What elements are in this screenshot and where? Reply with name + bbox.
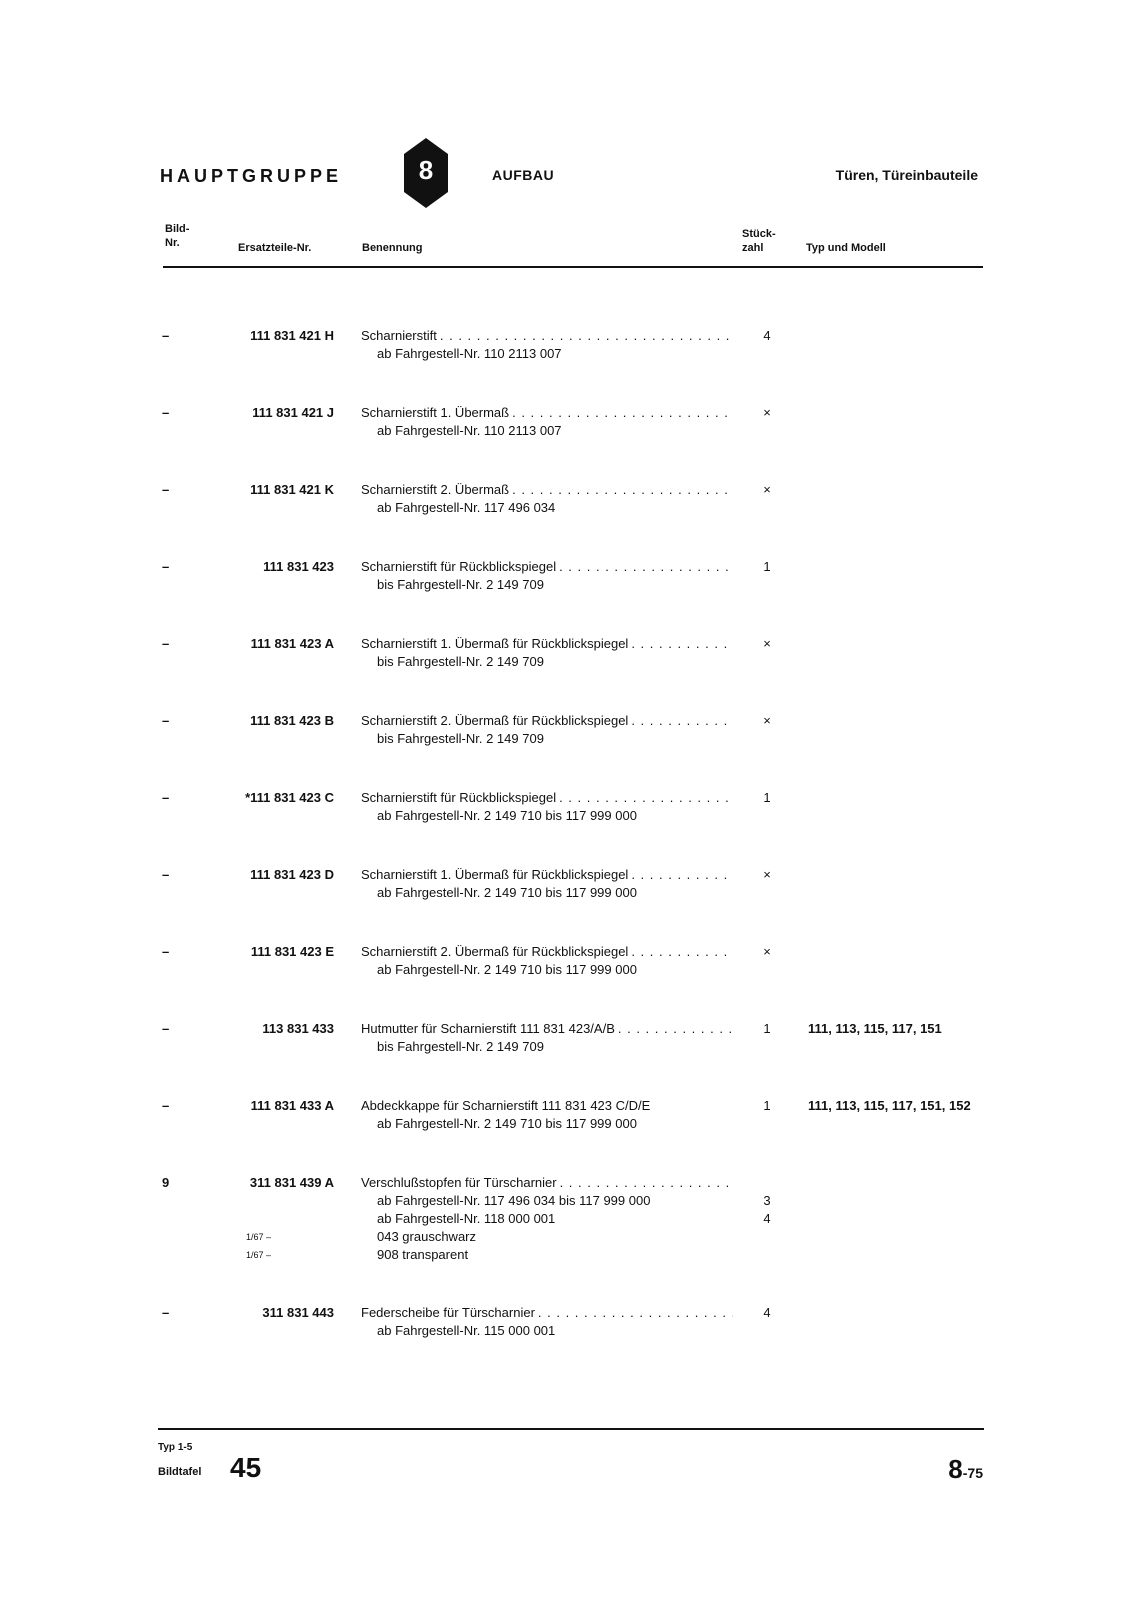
leader-dots (631, 943, 733, 961)
quantity: × (763, 713, 771, 728)
description-text: Scharnierstift (361, 328, 437, 343)
description-text: Scharnierstift 1. Übermaß für Rückblickspiegel (361, 636, 629, 651)
chassis-range: ab Fahrgestell-Nr. 2 149 710 bis 117 999 000 (377, 962, 637, 977)
bild-nr: – (162, 790, 170, 805)
chassis-range: ab Fahrgestell-Nr. 2 149 710 bis 117 999 000 (377, 885, 637, 900)
quantity: × (763, 867, 771, 882)
description-text: Scharnierstift für Rückblickspiegel (361, 790, 557, 805)
variant-date: 1/67 – (246, 1232, 272, 1242)
chassis-range: ab Fahrgestell-Nr. 2 149 710 bis 117 999 000 (377, 808, 637, 823)
part-number: 111 831 423 (263, 559, 334, 574)
description-text: Abdeckkappe für Scharnierstift 111 831 423 C/D/E (361, 1098, 651, 1113)
description-text: Scharnierstift 1. Übermaß für Rückblickspiegel (361, 867, 629, 882)
group-badge (404, 138, 448, 208)
variant-text: 908 transparent (377, 1247, 469, 1262)
group-name: AUFBAU (492, 167, 555, 183)
chassis-range: ab Fahrgestell-Nr. 110 2113 007 (377, 423, 562, 438)
column-header-stueckzahl: Stück- zahl (742, 228, 776, 254)
variant-text: 043 grauschwarz (377, 1229, 476, 1244)
chassis-range: ab Fahrgestell-Nr. 118 000 001 (377, 1211, 556, 1226)
part-number: 111 831 421 J (252, 405, 334, 420)
column-header-ersatzteile-nr: Ersatzteile-Nr. (238, 242, 312, 254)
leader-dots (631, 866, 733, 884)
chassis-range: ab Fahrgestell-Nr. 115 000 001 (377, 1323, 556, 1338)
part-number: 111 831 423 E (250, 944, 334, 959)
bild-nr: – (162, 559, 170, 574)
leader-dots (560, 1174, 733, 1192)
part-description (361, 1020, 733, 1056)
quantity: × (763, 636, 771, 651)
column-header-typ-modell: Typ und Modell (806, 242, 886, 254)
bild-nr: – (162, 1098, 170, 1113)
quantity (757, 1174, 777, 1228)
column-header-bild-nr: Bild- Nr. (165, 223, 190, 249)
chassis-range: ab Fahrgestell-Nr. 117 496 034 bis 117 999 000 (377, 1193, 651, 1208)
quantity: × (763, 944, 771, 959)
description-text: Scharnierstift 2. Übermaß für Rückblickspiegel (361, 944, 629, 959)
quantity: 1 (763, 559, 771, 574)
footer-divider (158, 1428, 984, 1430)
part-description (361, 866, 733, 902)
sub-quantity: 4 (763, 1211, 771, 1226)
bild-nr: – (162, 944, 170, 959)
leader-dots (512, 404, 733, 422)
bildtafel-number: 45 (230, 1452, 262, 1483)
part-description (361, 404, 733, 440)
variant-row (0, 1246, 1138, 1264)
part-number: 111 831 423 D (250, 867, 334, 882)
quantity: 4 (763, 1305, 771, 1320)
bild-nr: – (162, 1305, 170, 1320)
part-number: 111 831 433 A (250, 1098, 334, 1113)
bild-nr: – (162, 713, 170, 728)
leader-dots (618, 1020, 733, 1038)
part-description (361, 1097, 733, 1133)
variant-row (0, 1228, 1138, 1246)
part-number: 111 831 421 H (250, 328, 334, 343)
leader-dots (440, 327, 733, 345)
part-description (361, 1304, 733, 1340)
chassis-range: bis Fahrgestell-Nr. 2 149 709 (377, 654, 544, 669)
part-number: 111 831 421 K (250, 482, 334, 497)
chassis-range: bis Fahrgestell-Nr. 2 149 709 (377, 1039, 544, 1054)
page-number: 8-75 (948, 1454, 983, 1484)
chassis-range: ab Fahrgestell-Nr. 117 496 034 (377, 500, 556, 515)
part-number: *111 831 423 C (245, 790, 334, 805)
bild-nr: – (162, 405, 170, 420)
part-number: 111 831 423 A (250, 636, 334, 651)
part-number: 311 831 443 (262, 1305, 334, 1320)
typ-modell: 111, 113, 115, 117, 151, 152 (808, 1098, 971, 1113)
part-description (361, 1174, 733, 1228)
description-text: Scharnierstift 2. Übermaß für Rückblickspiegel (361, 713, 629, 728)
sub-quantity: 3 (763, 1193, 771, 1208)
bild-nr: – (162, 867, 170, 882)
description-text: Scharnierstift 1. Übermaß (361, 405, 510, 420)
part-description (361, 481, 733, 517)
header-divider (163, 266, 983, 268)
part-number: 111 831 423 B (250, 713, 334, 728)
part-number: 311 831 439 A (249, 1175, 334, 1190)
part-description (361, 943, 733, 979)
bild-nr: – (162, 636, 170, 651)
leader-dots (559, 558, 733, 576)
bildtafel-label: Bildtafel (158, 1466, 202, 1478)
quantity: 1 (763, 1021, 771, 1036)
quantity: 1 (763, 790, 771, 805)
leader-dots (538, 1304, 733, 1322)
bild-nr: – (162, 482, 170, 497)
column-header-benennung: Benennung (362, 242, 423, 254)
leader-dots (631, 712, 733, 730)
description-text: Federscheibe für Türscharnier (361, 1305, 535, 1320)
part-description (361, 558, 733, 594)
typ-label: Typ 1-5 (158, 1442, 193, 1453)
chassis-range: ab Fahrgestell-Nr. 2 149 710 bis 117 999 000 (377, 1116, 637, 1131)
quantity: × (763, 405, 771, 420)
quantity: 1 (763, 1098, 771, 1113)
chassis-range: bis Fahrgestell-Nr. 2 149 709 (377, 577, 544, 592)
part-description (361, 635, 733, 671)
bild-nr: – (162, 328, 170, 343)
chassis-range: bis Fahrgestell-Nr. 2 149 709 (377, 731, 544, 746)
quantity: × (763, 482, 771, 497)
description-text: Hutmutter für Scharnierstift 111 831 423/A/B (361, 1021, 615, 1036)
description-text: Verschlußstopfen für Türscharnier (361, 1175, 557, 1190)
typ-modell: 111, 113, 115, 117, 151 (808, 1021, 942, 1036)
bild-nr: – (162, 1021, 170, 1036)
part-description (361, 327, 733, 363)
quantity: 4 (763, 328, 771, 343)
leader-dots (559, 789, 733, 807)
section-title: Türen, Türeinbauteile (835, 167, 978, 183)
part-number: 113 831 433 (262, 1021, 334, 1036)
part-description (361, 789, 733, 825)
leader-dots (512, 481, 733, 499)
group-number: 8 (418, 155, 434, 185)
description-text: Scharnierstift 2. Übermaß (361, 482, 510, 497)
description-text: Scharnierstift für Rückblickspiegel (361, 559, 557, 574)
part-description (361, 712, 733, 748)
chassis-range: ab Fahrgestell-Nr. 110 2113 007 (377, 346, 562, 361)
variant-date: 1/67 – (246, 1250, 272, 1260)
hauptgruppe-label: HAUPTGRUPPE (160, 166, 343, 186)
leader-dots (631, 635, 733, 653)
bild-nr: 9 (162, 1175, 170, 1190)
